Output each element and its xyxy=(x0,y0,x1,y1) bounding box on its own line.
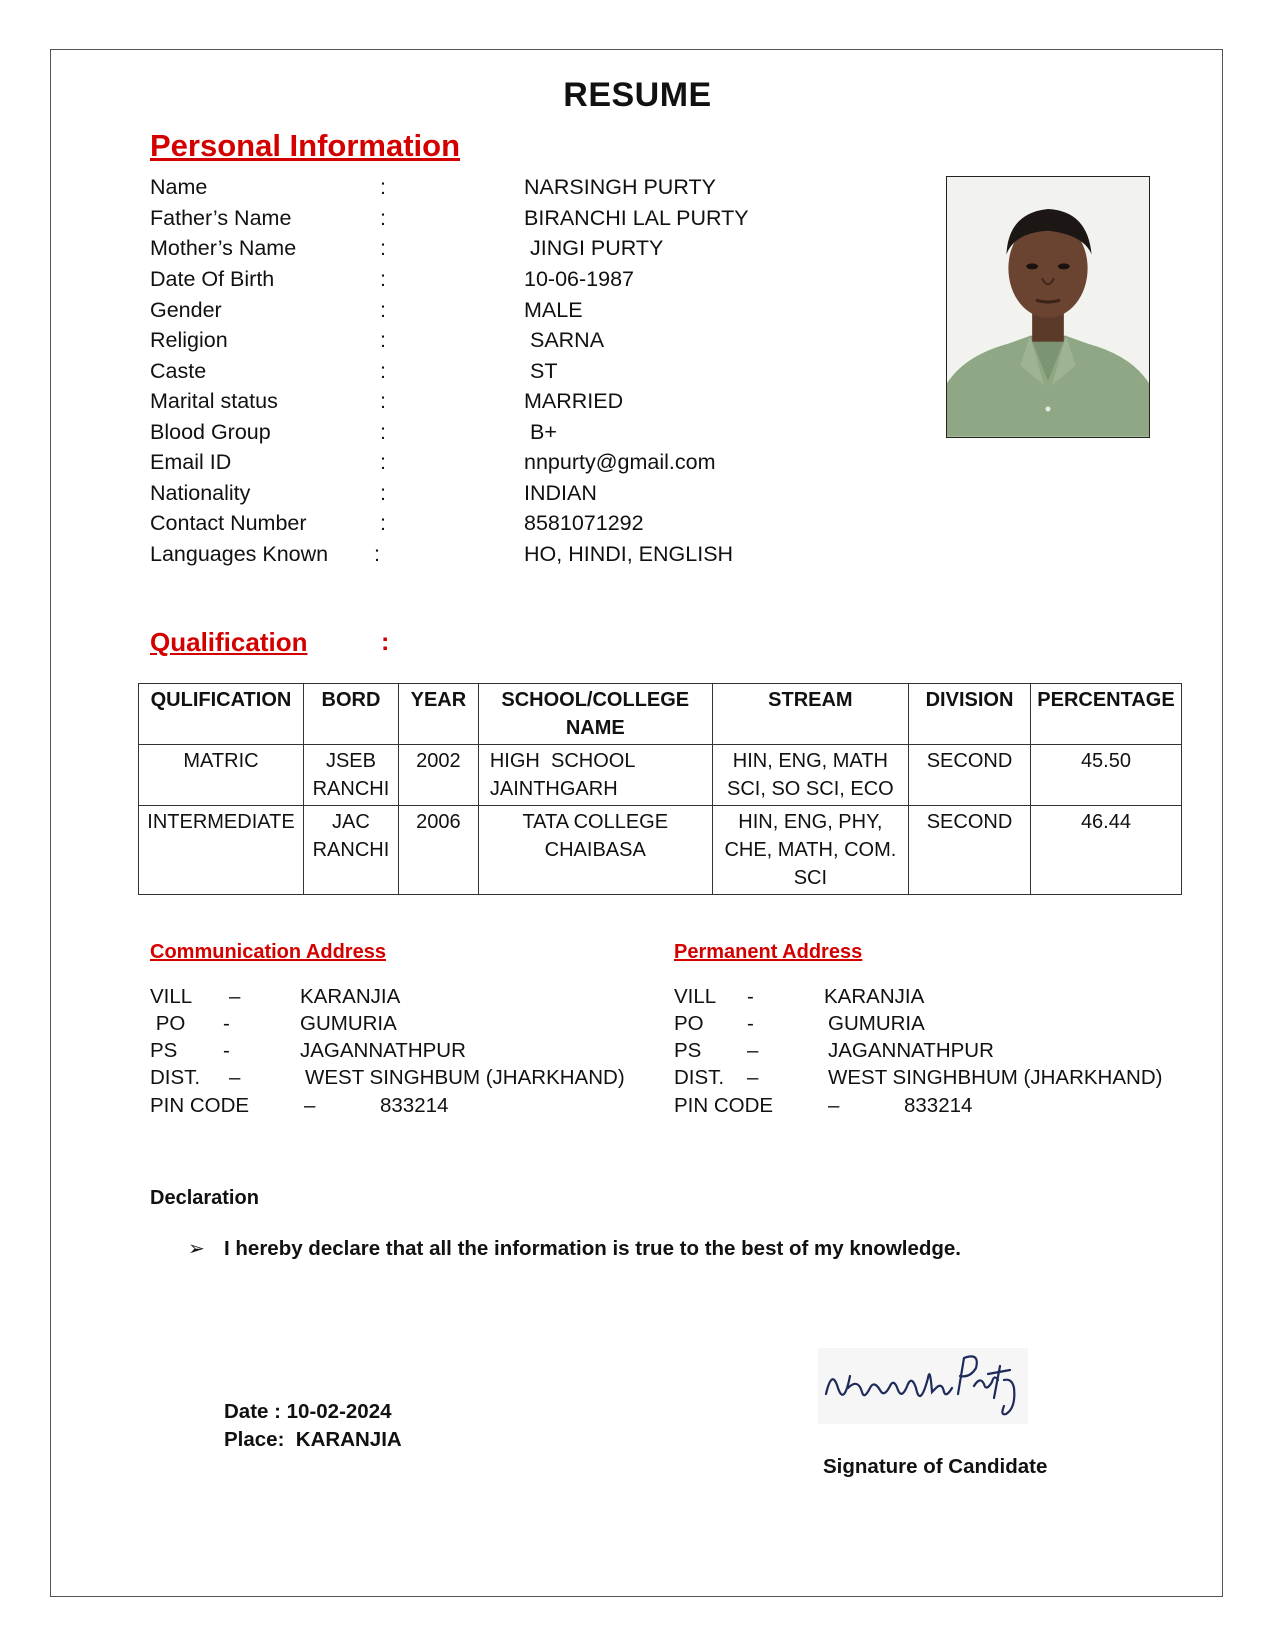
info-separator: : xyxy=(380,420,386,444)
info-value: 8581071292 xyxy=(524,511,644,535)
address-label: PS xyxy=(150,1039,178,1062)
address-separator: – xyxy=(304,1094,316,1117)
header-school-college-name: SCHOOL/COLLEGE NAME xyxy=(478,684,712,745)
info-value: MALE xyxy=(524,298,583,322)
info-separator: : xyxy=(380,175,386,199)
address-separator: - xyxy=(223,1012,230,1035)
signature-caption: Signature of Candidate xyxy=(823,1455,1048,1478)
info-label: Name xyxy=(150,175,208,199)
info-label: Father’s Name xyxy=(150,206,292,230)
profile-photo xyxy=(946,176,1150,438)
address-value: JAGANNATHPUR xyxy=(300,1039,466,1062)
info-separator: : xyxy=(380,206,386,230)
address-separator: - xyxy=(747,1012,754,1035)
info-label: Caste xyxy=(150,359,207,383)
info-value: B+ xyxy=(524,420,557,444)
stream-cell: HIN, ENG, MATH SCI, SO SCI, ECO xyxy=(712,745,908,806)
info-value: 10-06-1987 xyxy=(524,267,634,291)
qualification-heading: Qualification xyxy=(150,627,308,657)
address-separator: – xyxy=(828,1094,840,1117)
declaration-place: Place: KARANJIA xyxy=(224,1428,402,1451)
info-value: INDIAN xyxy=(524,481,597,505)
info-label: Blood Group xyxy=(150,420,271,444)
info-separator: : xyxy=(380,389,386,413)
info-separator: : xyxy=(374,542,380,566)
info-label: Gender xyxy=(150,298,222,322)
address-label: PS xyxy=(674,1039,702,1062)
header-qualification: QULIFICATION xyxy=(139,684,304,745)
table-row xyxy=(139,806,1182,895)
address-label: VILL xyxy=(674,985,717,1008)
personal-information-heading: Personal Information xyxy=(150,128,461,163)
address-separator: – xyxy=(229,985,241,1008)
page-title: RESUME xyxy=(563,76,712,114)
address-separator: – xyxy=(229,1066,241,1089)
address-separator: – xyxy=(747,1066,759,1089)
header-percentage: PERCENTAGE xyxy=(1030,684,1181,745)
address-value: GUMURIA xyxy=(300,1012,397,1035)
address-value: WEST SINGHBHUM (JHARKHAND) xyxy=(828,1066,1163,1089)
info-label: Languages Known xyxy=(150,542,329,566)
year-cell: 2006 xyxy=(398,806,478,895)
info-value: MARRIED xyxy=(524,389,624,413)
address-value: JAGANNATHPUR xyxy=(828,1039,994,1062)
info-value: SARNA xyxy=(524,328,605,352)
address-value: WEST SINGHBUM (JHARKHAND) xyxy=(305,1066,625,1089)
arrow-bullet-icon: ➢ xyxy=(188,1238,205,1260)
school-cell: TATA COLLEGE CHAIBASA xyxy=(478,806,712,895)
info-separator: : xyxy=(380,511,386,535)
info-separator: : xyxy=(380,236,386,260)
school-cell: HIGH SCHOOL JAINTHGARH xyxy=(478,745,712,806)
header-stream: STREAM xyxy=(712,684,908,745)
address-label: DIST. xyxy=(674,1066,725,1089)
address-value: GUMURIA xyxy=(828,1012,925,1035)
info-label: Marital status xyxy=(150,389,278,413)
address-label: PO xyxy=(150,1012,186,1035)
info-separator: : xyxy=(380,298,386,322)
qualification-cell: MATRIC xyxy=(139,745,304,806)
address-label: PO xyxy=(674,1012,704,1035)
header-board: BORD xyxy=(303,684,398,745)
communication-address-heading: Communication Address xyxy=(150,941,386,963)
percentage-cell: 45.50 xyxy=(1030,745,1181,806)
info-value: NARSINGH PURTY xyxy=(524,175,716,199)
address-value: KARANJIA xyxy=(824,985,925,1008)
declaration-text: I hereby declare that all the information is true to the best of my knowledge. xyxy=(224,1237,961,1260)
permanent-address-heading: Permanent Address xyxy=(674,941,863,963)
info-value: BIRANCHI LAL PURTY xyxy=(524,206,749,230)
table-row xyxy=(139,745,1182,806)
info-label: Nationality xyxy=(150,481,251,505)
info-separator: : xyxy=(380,481,386,505)
info-value: HO, HINDI, ENGLISH xyxy=(524,542,734,566)
qualification-table xyxy=(138,683,1182,895)
info-separator: : xyxy=(380,328,386,352)
address-label: DIST. xyxy=(150,1066,201,1089)
info-separator: : xyxy=(380,359,386,383)
address-value: KARANJIA xyxy=(300,985,401,1008)
division-cell: SECOND xyxy=(909,745,1031,806)
declaration-date: Date : 10-02-2024 xyxy=(224,1400,392,1423)
division-cell: SECOND xyxy=(909,806,1031,895)
info-label: Contact Number xyxy=(150,511,307,535)
board-cell: JSEB RANCHI xyxy=(303,745,398,806)
declaration-heading: Declaration xyxy=(150,1187,259,1209)
candidate-signature xyxy=(818,1348,1028,1424)
header-division: DIVISION xyxy=(909,684,1031,745)
year-cell: 2002 xyxy=(398,745,478,806)
address-separator: - xyxy=(223,1039,230,1062)
qualification-colon: : xyxy=(381,628,390,656)
info-separator: : xyxy=(380,450,386,474)
qualification-table-header xyxy=(139,684,1182,745)
address-separator: – xyxy=(747,1039,759,1062)
address-label: VILL xyxy=(150,985,193,1008)
info-label: Date Of Birth xyxy=(150,267,275,291)
address-value: 833214 xyxy=(380,1094,449,1117)
address-label: PIN CODE xyxy=(674,1094,774,1117)
info-label: Mother’s Name xyxy=(150,236,297,260)
stream-cell: HIN, ENG, PHY, CHE, MATH, COM. SCI xyxy=(712,806,908,895)
board-cell: JAC RANCHI xyxy=(303,806,398,895)
info-separator: : xyxy=(380,267,386,291)
info-label: Religion xyxy=(150,328,228,352)
header-year: YEAR xyxy=(398,684,478,745)
address-value: 833214 xyxy=(904,1094,973,1117)
info-value: JINGI PURTY xyxy=(524,236,664,260)
percentage-cell: 46.44 xyxy=(1030,806,1181,895)
info-value: nnpurty@gmail.com xyxy=(524,450,716,474)
info-label: Email ID xyxy=(150,450,232,474)
address-label: PIN CODE xyxy=(150,1094,250,1117)
address-separator: - xyxy=(747,985,754,1008)
info-value: ST xyxy=(524,359,558,383)
qualification-cell: INTERMEDIATE xyxy=(139,806,304,895)
